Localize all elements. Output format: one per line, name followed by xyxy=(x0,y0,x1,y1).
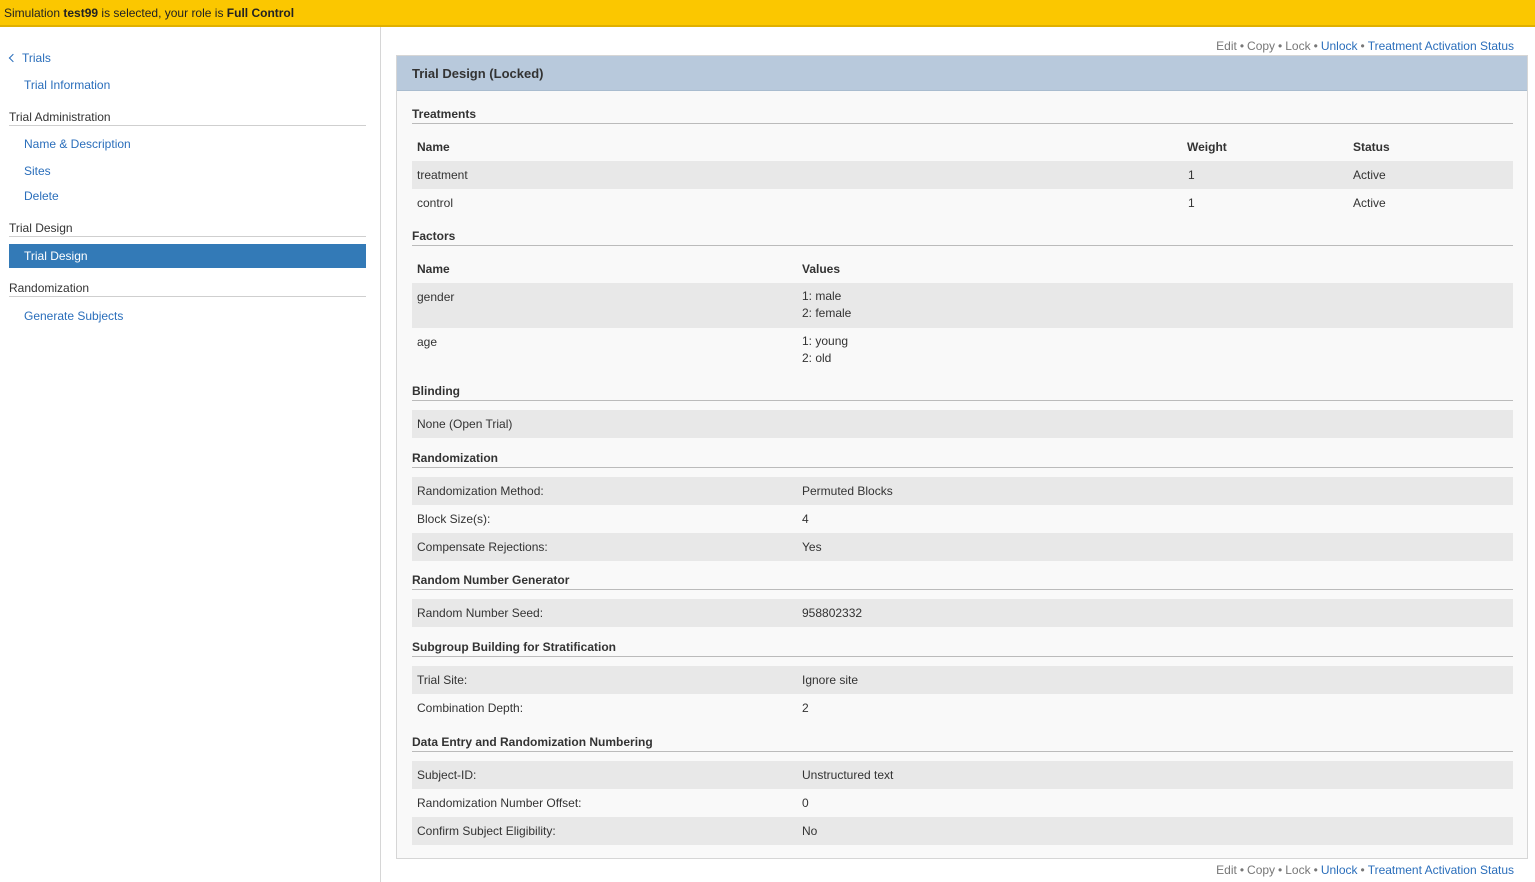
col-name: Name xyxy=(417,140,450,154)
action-separator: • xyxy=(1313,39,1318,53)
treatment-status: Active xyxy=(1353,168,1386,182)
factor-name: gender xyxy=(417,290,455,304)
factor-value: 2: female xyxy=(802,306,852,320)
table-row xyxy=(412,533,1513,561)
field-value: Yes xyxy=(802,540,822,554)
sidebar-item-generate-subjects[interactable]: Generate Subjects xyxy=(24,309,124,323)
lock-action: Lock xyxy=(1285,863,1311,877)
action-separator: • xyxy=(1278,39,1283,53)
field-label: Block Size(s): xyxy=(417,512,491,526)
top-action-links xyxy=(1216,39,1514,53)
table-row xyxy=(412,410,1513,438)
field-value: 958802332 xyxy=(802,606,863,620)
field-value: Unstructured text xyxy=(802,768,894,782)
table-row xyxy=(412,789,1513,817)
table-row xyxy=(412,599,1513,627)
sidebar-heading-randomization: Randomization xyxy=(9,281,366,297)
treatment-status: Active xyxy=(1353,196,1386,210)
factor-value: 1: young xyxy=(802,334,849,348)
field-value: 4 xyxy=(802,512,809,526)
table-row xyxy=(412,761,1513,789)
unlock-link[interactable]: Unlock xyxy=(1320,39,1358,53)
copy-action: Copy xyxy=(1247,863,1276,877)
field-value: Ignore site xyxy=(802,673,859,687)
field-value: 2 xyxy=(802,701,809,715)
treatment-name: control xyxy=(417,196,454,210)
factor-values xyxy=(802,288,851,322)
back-to-trials-link[interactable] xyxy=(10,51,51,65)
sidebar-item-delete[interactable]: Delete xyxy=(24,189,59,203)
panel-title: Trial Design (Locked) xyxy=(397,56,1527,91)
treatment-weight: 1 xyxy=(1188,168,1195,182)
field-label: Combination Depth: xyxy=(417,701,524,715)
treatment-name: treatment xyxy=(417,168,468,182)
table-row xyxy=(412,694,1513,722)
section-subgroup-building: Subgroup Building for Stratification xyxy=(412,640,1513,657)
unlock-link[interactable]: Unlock xyxy=(1320,863,1358,877)
trial-design-panel xyxy=(396,55,1528,859)
table-row xyxy=(412,477,1513,505)
banner-simulation-name: test99 xyxy=(63,6,99,20)
treatment-activation-status-link[interactable]: Treatment Activation Status xyxy=(1367,39,1514,53)
action-separator: • xyxy=(1360,863,1365,877)
field-label: Confirm Subject Eligibility: xyxy=(417,824,556,838)
table-row xyxy=(412,161,1513,189)
table-row xyxy=(412,505,1513,533)
blinding-value: None (Open Trial) xyxy=(417,417,513,431)
selection-banner xyxy=(0,0,1535,27)
col-name: Name xyxy=(417,262,450,276)
bottom-action-links xyxy=(1216,863,1514,877)
table-row xyxy=(412,666,1513,694)
factor-name: age xyxy=(417,335,438,349)
sidebar-item-sites[interactable]: Sites xyxy=(24,164,51,178)
edit-action: Edit xyxy=(1216,863,1237,877)
sidebar xyxy=(0,27,381,882)
edit-action: Edit xyxy=(1216,39,1237,53)
field-label: Random Number Seed: xyxy=(417,606,544,620)
treatment-activation-status-link[interactable]: Treatment Activation Status xyxy=(1367,863,1514,877)
col-weight: Weight xyxy=(1187,140,1227,154)
sidebar-heading-trial-design: Trial Design xyxy=(9,221,366,237)
field-value: 0 xyxy=(802,796,809,810)
table-row xyxy=(412,189,1513,217)
field-label: Randomization Number Offset: xyxy=(417,796,582,810)
table-row xyxy=(412,817,1513,845)
section-data-entry: Data Entry and Randomization Numbering xyxy=(412,735,1513,752)
sidebar-item-trial-information[interactable]: Trial Information xyxy=(24,78,111,92)
field-label: Trial Site: xyxy=(417,673,468,687)
field-value: Permuted Blocks xyxy=(802,484,893,498)
section-blinding: Blinding xyxy=(412,384,1513,401)
section-factors: Factors xyxy=(412,229,1513,246)
field-label: Randomization Method: xyxy=(417,484,544,498)
factor-values xyxy=(802,333,848,367)
lock-action: Lock xyxy=(1285,39,1311,53)
banner-prefix: Simulation xyxy=(4,6,64,20)
action-separator: • xyxy=(1239,39,1245,53)
action-separator: • xyxy=(1239,863,1245,877)
copy-action: Copy xyxy=(1247,39,1276,53)
sidebar-item-trial-design[interactable]: Trial Design xyxy=(9,244,366,268)
section-randomization: Randomization xyxy=(412,451,1513,468)
factors-header-row xyxy=(412,255,1513,283)
sidebar-item-name-description[interactable]: Name & Description xyxy=(24,137,131,151)
chevron-left-icon xyxy=(9,54,17,62)
sidebar-heading-trial-administration: Trial Administration xyxy=(9,110,366,126)
field-label: Subject-ID: xyxy=(417,768,477,782)
treatment-weight: 1 xyxy=(1188,196,1195,210)
action-separator: • xyxy=(1313,863,1318,877)
back-to-trials-label: Trials xyxy=(22,51,51,65)
action-separator: • xyxy=(1278,863,1283,877)
table-row xyxy=(412,328,1513,373)
section-random-number-generator: Random Number Generator xyxy=(412,573,1513,590)
field-value: No xyxy=(802,824,818,838)
banner-middle: is selected, your role is xyxy=(98,6,227,20)
factor-value: 1: male xyxy=(802,289,842,303)
field-label: Compensate Rejections: xyxy=(417,540,548,554)
factor-value: 2: old xyxy=(802,351,832,365)
treatments-header-row xyxy=(412,133,1513,161)
col-values: Values xyxy=(802,262,841,276)
col-status: Status xyxy=(1353,140,1390,154)
banner-role: Full Control xyxy=(226,6,295,20)
section-treatments: Treatments xyxy=(412,107,1513,124)
action-separator: • xyxy=(1360,39,1365,53)
table-row xyxy=(412,283,1513,328)
